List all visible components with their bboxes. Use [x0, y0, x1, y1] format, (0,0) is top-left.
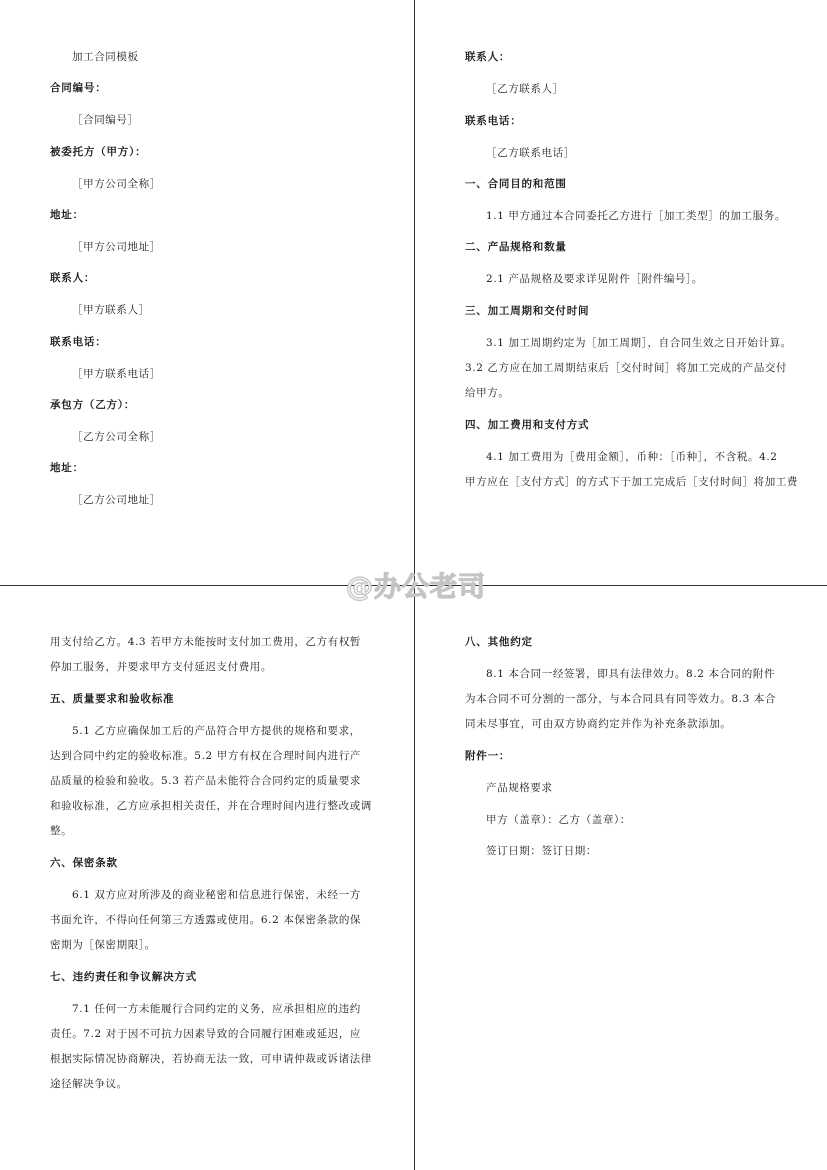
section-7-line: 7.1 任何一方未能履行合同约定的义务，应承担相应的违约	[72, 1003, 361, 1015]
section-8-line: 为本合同不可分割的一部分，与本合同具有同等效力。8.3 本合	[465, 693, 777, 705]
party-b-contact-value: ［乙方联系人］	[486, 83, 564, 95]
section-7-line: 途径解决争议。	[50, 1078, 128, 1090]
section-5-line: 达到合同中约定的验收标准。5.2 甲方有权在合理时间内进行产	[50, 750, 362, 762]
party-b-address-value: ［乙方公司地址］	[72, 494, 161, 506]
signing-date-line: 签订日期：签订日期：	[486, 845, 597, 857]
section-3-line: 3.1 加工周期约定为［加工周期］，自合同生效之日开始计算。	[486, 337, 792, 349]
party-a-phone-value: ［甲方联系电话］	[72, 368, 161, 380]
party-a-contact-value: ［甲方联系人］	[72, 304, 150, 316]
section-1-heading: 一、合同目的和范围	[465, 178, 567, 190]
section-7-heading: 七、违约责任和争议解决方式	[50, 971, 197, 983]
watermark: @办公老司	[346, 571, 486, 603]
party-b-label: 承包方（乙方）：	[50, 399, 136, 411]
party-b-phone-label: 联系电话：	[465, 115, 522, 127]
section-4-line: 4.1 加工费用为［费用金额］，币种：［币种］，不含税。4.2	[486, 451, 778, 463]
section-2-heading: 二、产品规格和数量	[465, 241, 567, 253]
section-5-line: 和验收标准，乙方应承担相关责任，并在合理时间内进行整改或调	[50, 800, 372, 812]
section-4-continued-line: 停加工服务，并要求甲方支付延迟支付费用。	[50, 661, 272, 673]
section-6-heading: 六、保密条款	[50, 857, 118, 869]
section-5-line: 整。	[50, 825, 73, 837]
section-3-line: 给甲方。	[465, 387, 510, 399]
section-7-line: 责任。7.2 对于因不可抗力因素导致的合同履行困难或延迟，应	[50, 1028, 362, 1040]
party-a-address-value: ［甲方公司地址］	[72, 241, 161, 253]
seal-line: 甲方（盖章）：乙方（盖章）：	[486, 814, 631, 826]
section-6-line: 书面允许，不得向任何第三方透露或使用。6.2 本保密条款的保	[50, 914, 362, 926]
party-a-contact-label: 联系人：	[50, 272, 96, 284]
section-4-continued-line: 用支付给乙方。4.3 若甲方未能按时支付加工费用，乙方有权暂	[50, 636, 362, 648]
section-2-text: 2.1 产品规格及要求详见附件［附件编号］。	[486, 273, 703, 285]
section-8-line: 同未尽事宜，可由双方协商约定并作为补充条款添加。	[465, 718, 732, 730]
section-8-heading: 八、其他约定	[465, 636, 533, 648]
document-title: 加工合同模板	[72, 51, 139, 63]
party-a-label: 被委托方（甲方）：	[50, 146, 147, 158]
section-6-line: 6.1 双方应对所涉及的商业秘密和信息进行保密，未经一方	[72, 889, 361, 901]
contract-no-value: ［合同编号］	[72, 114, 139, 126]
section-4-heading: 四、加工费用和支付方式	[465, 419, 590, 431]
party-b-phone-value: ［乙方联系电话］	[486, 147, 575, 159]
contract-no-label: 合同编号：	[50, 82, 107, 94]
section-4-line: 甲方应在［支付方式］的方式下于加工完成后［支付时间］将加工费	[465, 476, 798, 488]
section-7-line: 根据实际情况协商解决，若协商无法一致，可申请仲裁或诉诸法律	[50, 1053, 372, 1065]
party-b-contact-label: 联系人：	[465, 51, 511, 63]
appendix-heading: 附件一：	[465, 750, 511, 762]
section-5-line: 品质量的检验和验收。5.3 若产品未能符合合同约定的质量要求	[50, 775, 362, 787]
section-3-heading: 三、加工周期和交付时间	[465, 305, 590, 317]
party-a-phone-label: 联系电话：	[50, 336, 107, 348]
section-8-line: 8.1 本合同一经签署，即具有法律效力。8.2 本合同的附件	[486, 668, 776, 680]
section-6-line: 密期为［保密期限］。	[50, 939, 156, 951]
party-b-address-label: 地址：	[50, 462, 84, 474]
section-1-text: 1.1 甲方通过本合同委托乙方进行［加工类型］的加工服务。	[486, 210, 786, 222]
party-b-value: ［乙方公司全称］	[72, 431, 161, 443]
party-a-value: ［甲方公司全称］	[72, 178, 161, 190]
section-3-line: 3.2 乙方应在加工周期结束后［交付时间］将加工完成的产品交付	[465, 362, 788, 374]
appendix-item: 产品规格要求	[486, 782, 553, 794]
party-a-address-label: 地址：	[50, 209, 84, 221]
section-5-line: 5.1 乙方应确保加工后的产品符合甲方提供的规格和要求，	[72, 725, 361, 737]
section-5-heading: 五、质量要求和验收标准	[50, 693, 175, 705]
